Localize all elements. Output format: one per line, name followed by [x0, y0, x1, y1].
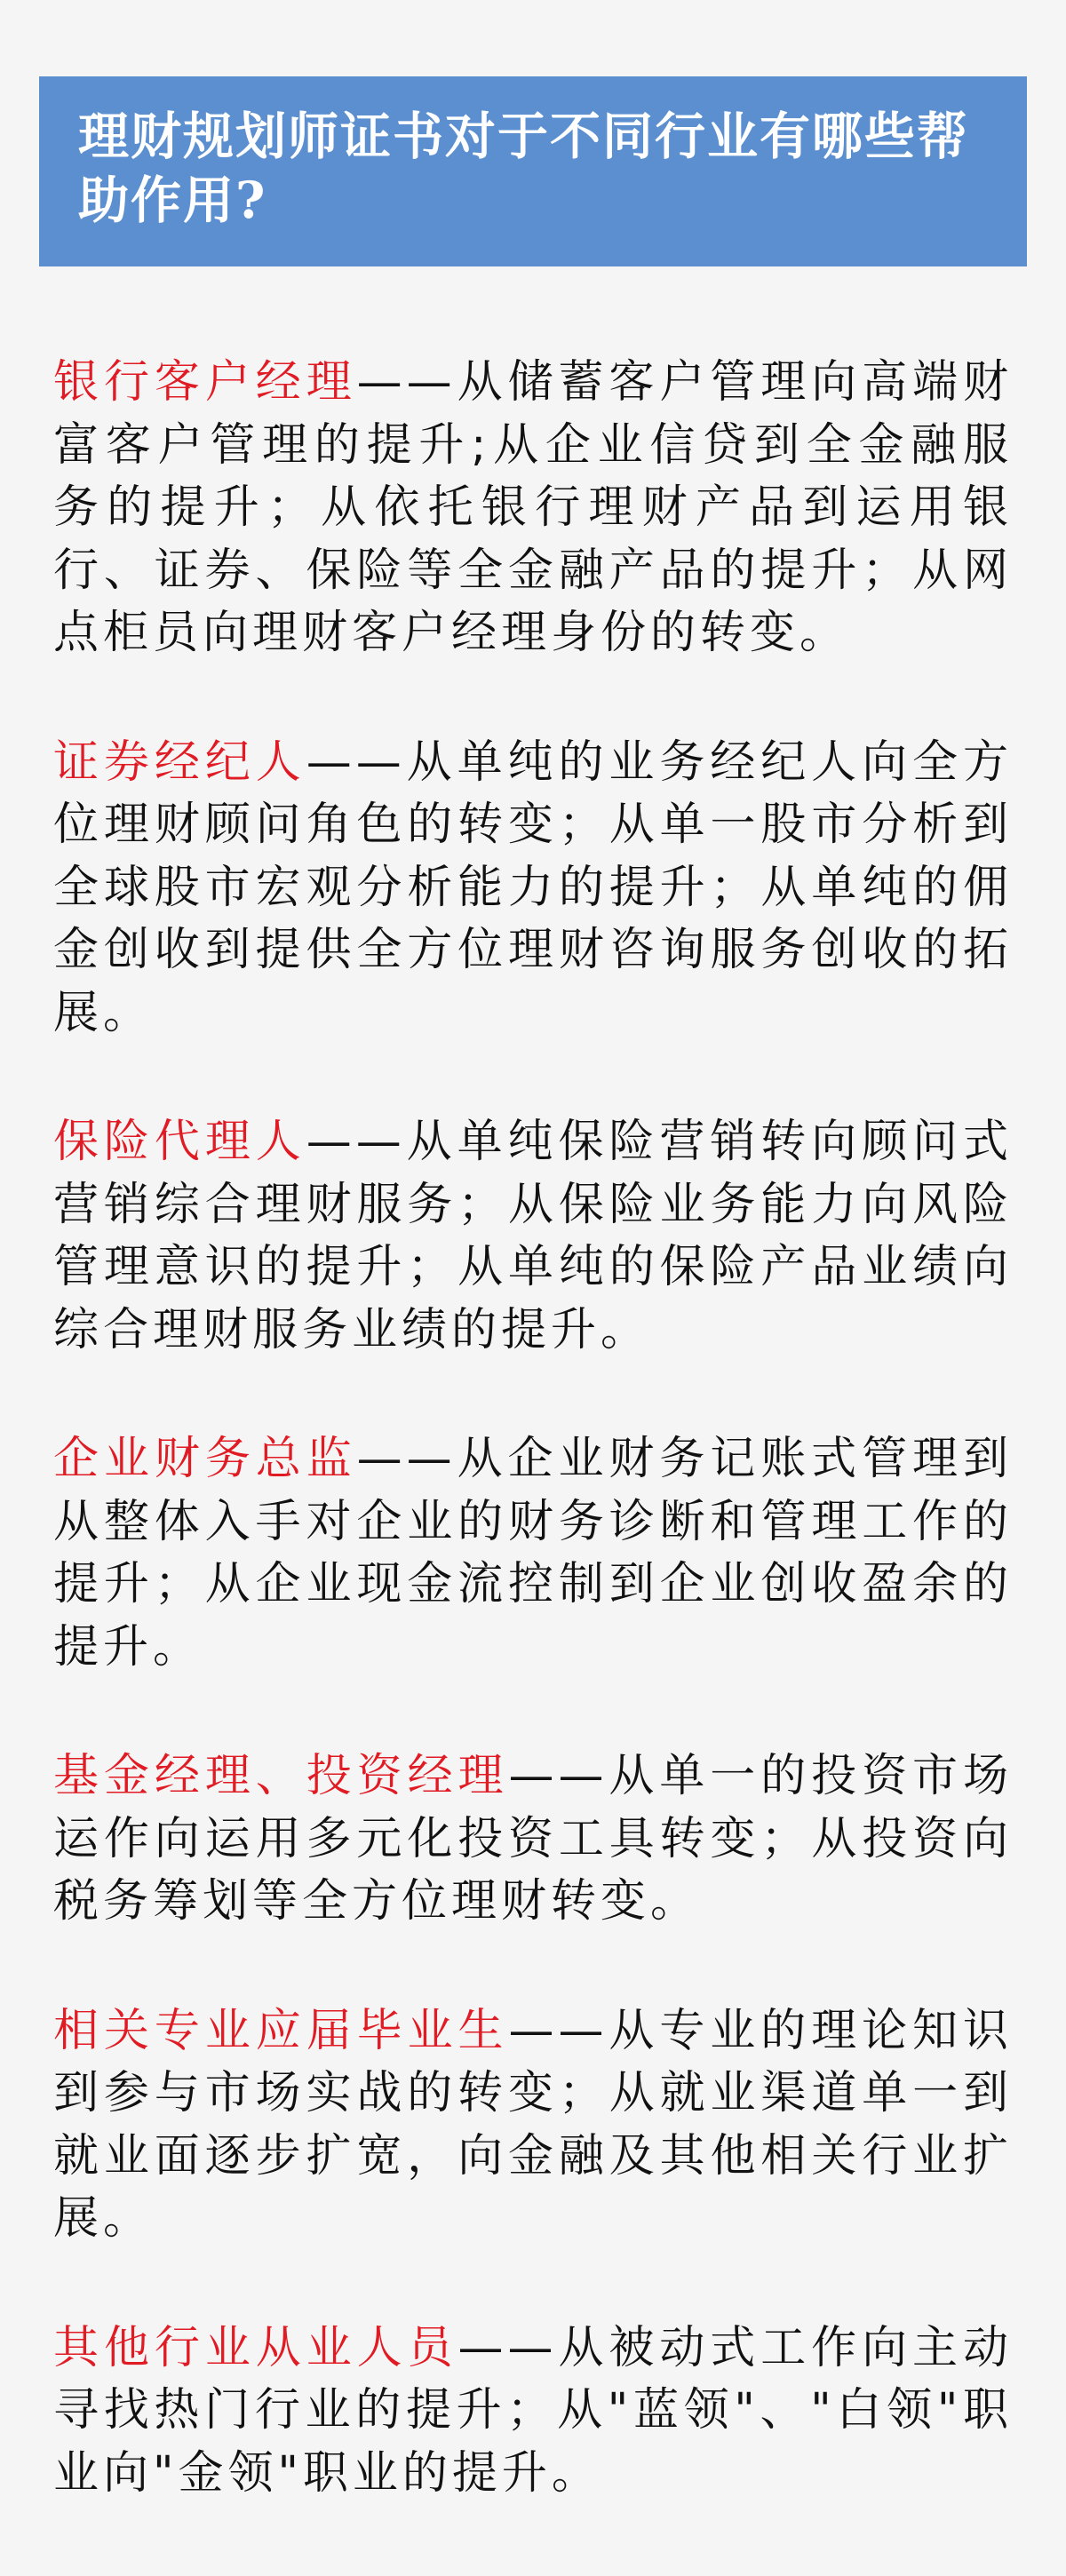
paragraph-heading: 基金经理、投资经理 [53, 1750, 509, 1802]
paragraph-heading: 企业财务总监 [53, 1433, 357, 1485]
paragraph-cfo [53, 1428, 1013, 1679]
paragraph-insurance-agent [53, 1111, 1013, 1362]
paragraph-securities-broker [53, 732, 1013, 1046]
paragraph-heading: 证券经纪人 [53, 735, 306, 789]
paragraph-text: ——从企业财务记账式管理到从整体入手对企业的财务诊断和管理工作的提升；从企业现金流控制到企业创收盈余的提升。 [53, 1433, 1013, 1674]
article-body [53, 352, 1013, 2572]
paragraph-heading: 保险代理人 [53, 1116, 306, 1168]
paragraph-graduates [53, 2000, 1013, 2251]
paragraph-text: ——从被动式工作向主动寻找热门行业的提升；从"蓝领"、"白领"职业向"金领"职业的提升。 [53, 2321, 1013, 2500]
paragraph-text: ——从储蓄客户管理向高端财富客户管理的提升;从企业信贷到全金融服务的提升；从依托银行理财产品到运用银行、证券、保险等全金融产品的提升；从网点柜员向理财客户经理身份的转变。 [53, 356, 1013, 659]
paragraph-fund-manager [53, 1745, 1013, 1934]
title-banner [39, 76, 1027, 266]
page-title: 理财规划师证书对于不同行业有哪些帮助作用? [78, 107, 969, 230]
paragraph-text: ——从专业的理论知识到参与市场实战的转变；从就业渠道单一到就业面逐步扩宽，向金融及其他相关行业扩展。 [53, 2004, 1013, 2245]
paragraph-text: ——从单纯保险营销转向顾问式营销综合理财服务；从保险业务能力向风险管理意识的提升；从单纯的保险产品业绩向综合理财服务业绩的提升。 [53, 1116, 1013, 1356]
paragraph-heading: 其他行业从业人员 [53, 2321, 458, 2374]
paragraph-other-industries [53, 2318, 1013, 2506]
paragraph-bank-account-manager [53, 352, 1013, 665]
paragraph-text: ——从单一的投资市场运作向运用多元化投资工具转变；从投资向税务筹划等全方位理财转变。 [53, 1750, 1013, 1928]
paragraph-heading: 相关专业应届毕业生 [53, 2004, 509, 2057]
paragraph-text: ——从单纯的业务经纪人向全方位理财顾问角色的转变；从单一股市分析到全球股市宏观分析能力的提升；从单纯的佣金创收到提供全方位理财咨询服务创收的拓展。 [53, 735, 1013, 1039]
paragraph-heading: 银行客户经理 [53, 356, 357, 409]
